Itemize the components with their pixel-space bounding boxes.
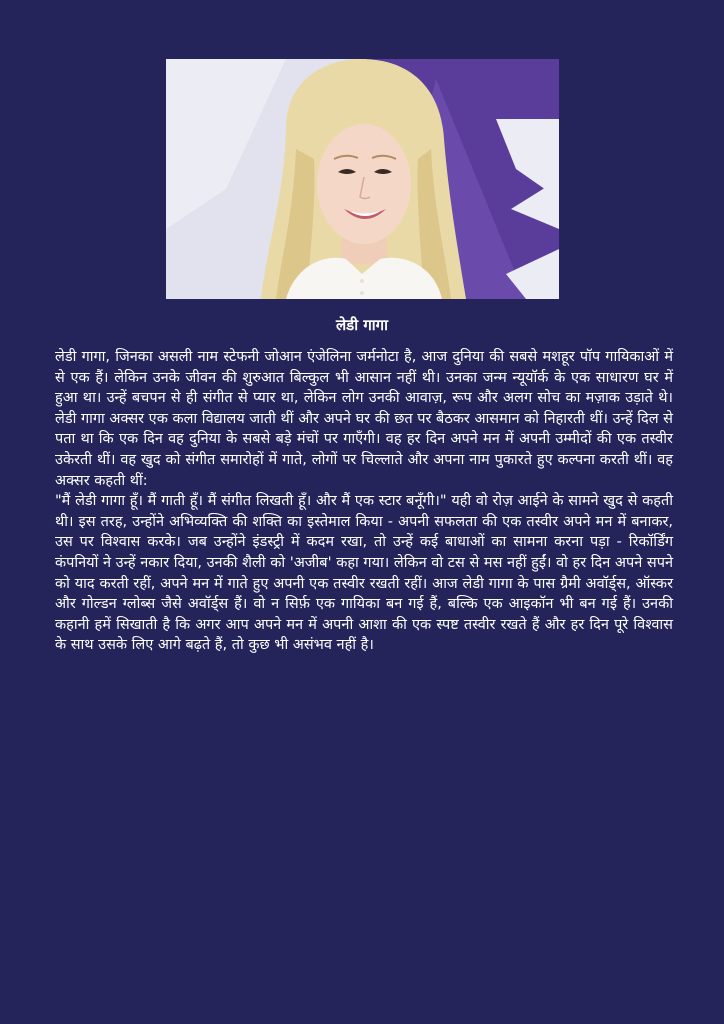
article-paragraph: "मैं लेडी गागा हूँ। मैं गाती हूँ। मैं संगीत लिखती हूँ। और मैं एक स्टार बनूँगी।" यही वो रोज़ आईने के सामने खुद से कहती थी। इस तरह, उन्होंने अभिव्यक्ति की शक्ति का इस्तेमाल किया - अपनी सफलता की एक तस्वीर अपने मन में बनाकर, उस पर विश्वास करके। जब उन्होंने इंडस्ट्री में कदम रखा, तो उन्हें कई बाधाओं का सामना करना पड़ा - रिकॉर्डिंग कंपनियों ने उन्हें नकार दिया, उनकी शैली को 'अजीब' कहा गया। लेकिन वो टस से मस नहीं हुईं। वो हर दिन अपने सपने को याद करती रहीं, अपने मन में गाते हुए अपनी एक तस्वीर रखती रहीं। आज लेडी गागा के पास ग्रैमी अवॉर्ड्स, ऑस्कर और गोल्डन ग्लोब्स जैसे अवॉर्ड्स हैं। वो न सिर्फ़ एक गायिका बन गई हैं, बल्कि एक आइकॉन भी बन गई हैं। उनकी कहानी हमें सिखाती है कि अगर आप अपने मन में अपनी आशा की एक स्पष्ट तस्वीर रखते हैं और हर दिन पूरे विश्वास के साथ उसके लिए आगे बढ़ते हैं, तो कुछ भी असंभव नहीं है। bbox=[55, 493, 673, 654]
article-body bbox=[55, 347, 673, 656]
portrait-photo bbox=[166, 59, 559, 299]
page-title: लेडी गागा bbox=[336, 316, 388, 334]
article-paragraph: लेडी गागा, जिनका असली नाम स्टेफनी जोआन एंजेलिना जर्मनोटा है, आज दुनिया की सबसे मशहूर पॉप गायिकाओं में से एक हैं। लेकिन उनके जीवन की शुरुआत बिल्कुल भी आसान नहीं थी। उनका जन्म न्यूयॉर्क के एक साधारण घर में हुआ था। उन्हें बचपन से ही संगीत से प्यार था, लेकिन लोग उनकी आवाज़, रूप और अलग सोच का मज़ाक उड़ाते थे। लेडी गागा अक्सर एक कला विद्यालय जाती थीं और अपने घर की छत पर बैठकर आसमान को निहारती थीं। उन्हें दिल से पता था कि एक दिन वह दुनिया के सबसे बड़े मंचों पर गाएँगी। वह हर दिन अपने मन में अपनी उम्मीदों की एक तस्वीर उकेरती थीं। वह खुद को संगीत समारोहों में गाते, लोगों पर चिल्लाते और अपना नाम पुकारते हुए कल्पना करती थीं। वह अक्सर कहती थीं: bbox=[55, 349, 673, 489]
